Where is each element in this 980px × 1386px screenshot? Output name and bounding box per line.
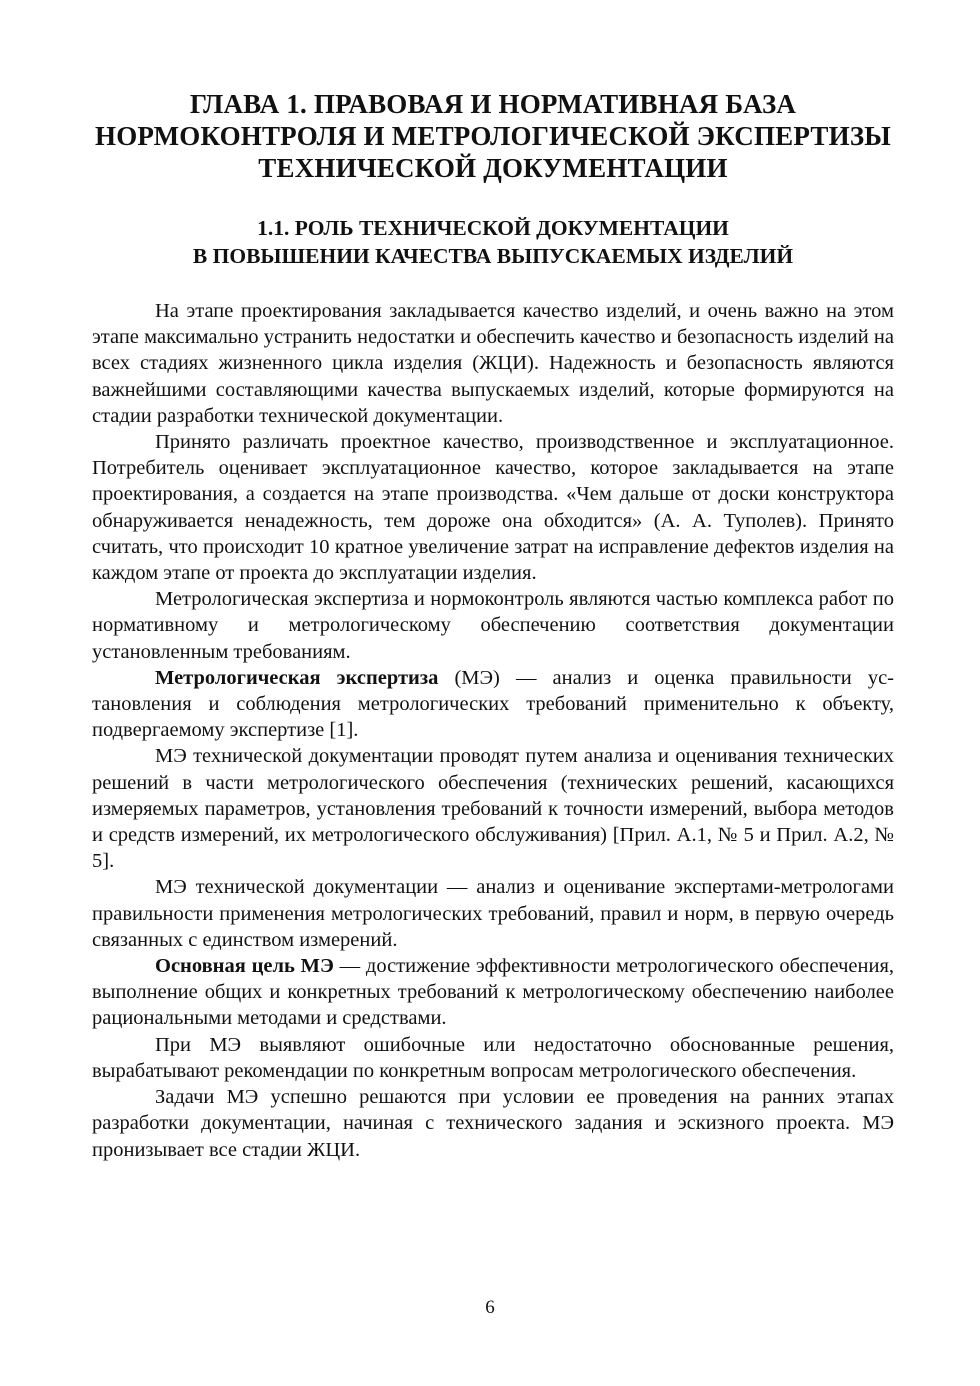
- paragraph-5: [92, 743, 894, 874]
- paragraph-text: МЭ технической документации — анализ и оценивание экспертами-метрологами правильности применения метрологических требований, правил и норм, в первую очередь связанных с единством измерений.: [92, 876, 894, 951]
- paragraph-6: [92, 874, 894, 953]
- chapter-title-line-1: ГЛАВА 1. ПРАВОВАЯ И НОРМАТИВНАЯ БАЗА: [189, 89, 797, 119]
- paragraph-text: (МЭ) — анализ и оценка правильности установления и соблюдения метрологических требований применительно к объекту, подвергаемому экспертизе [1].: [92, 666, 894, 742]
- paragraph-2: [92, 429, 894, 586]
- paragraph-text: Принято различать проектное качество, производственное и эксплуатационное. Потребитель оценивает эксплуатационное качество, которое закладывается на этапе проектирования, а создается на этапе производства. «Чем дальше от доски конструктора обнаруживается ненадежность, тем дороже она обходится» (А. А. Туполев). Принято считать, что происходит 10 кратное увеличение затрат на исправление дефектов изделия на каждом этапе от проекта до эксплуатации изделия.: [92, 431, 894, 585]
- paragraph-4: [92, 665, 894, 744]
- paragraph-8: [92, 1032, 894, 1084]
- paragraph-text: Задачи МЭ успешно решаются при условии ее проведения на ранних этапах разработки документации, начиная с технического задания и эскизного проекта. МЭ пронизывает все стадии ЖЦИ.: [92, 1086, 894, 1161]
- chapter-title-line-3: ТЕХНИЧЕСКОЙ ДОКУМЕНТАЦИИ: [258, 153, 728, 183]
- paragraph-text: На этапе проектирования закладывается качество изделий, и очень важно на этом этапе максимально устранить недостатки и обеспечить качество и безопасность изделий на всех стадиях жизненного цикла изделия (ЖЦИ). Надежность и безопасность являются важнейшими составляющими качества выпускаемых изделий, которые формируются на стадии разработки технической документации.: [92, 300, 894, 427]
- paragraph-3: [92, 586, 894, 665]
- page-number: 6: [485, 1297, 495, 1318]
- section-title-line-1: 1.1. РОЛЬ ТЕХНИЧЕСКОЙ ДОКУМЕНТАЦИИ: [257, 216, 729, 240]
- section-title-line-2: В ПОВЫШЕНИИ КАЧЕСТВА ВЫПУСКАЕМЫХ ИЗДЕЛИЙ: [192, 244, 794, 268]
- chapter-title: [92, 88, 894, 184]
- term-metrological-expertise: Метрологическая экспертиза: [155, 666, 439, 689]
- section-title: [92, 214, 894, 270]
- paragraph-text: МЭ технической документации проводят путем анализа и оценивания технических решений в части метрологического обеспечения (технических решений, касающихся измеряемых параметров, установления требований к точности измерений, выбора методов и средств измерений, их метрологического обслуживания) [Прил. А.1, № 5 и Прил. А.2, № 5].: [92, 745, 894, 873]
- paragraph-text: При МЭ выявляют ошибочные или недостаточно обоснованные решения, вырабатывают рекомендации по конкретным вопросам метрологического обеспечения.: [92, 1033, 894, 1082]
- body-text: [92, 298, 894, 1163]
- paragraph-9: [92, 1084, 894, 1163]
- term-main-goal: Основная цель МЭ: [155, 955, 334, 978]
- paragraph-7: [92, 953, 894, 1032]
- paragraph-1: [92, 298, 894, 429]
- chapter-title-line-2: НОРМОКОНТРОЛЯ И МЕТРОЛОГИЧЕСКОЙ ЭКСПЕРТИЗЫ: [95, 121, 891, 151]
- page-content: [92, 88, 894, 1163]
- paragraph-text: — достижение эффективности метрологического обеспечения, выполнение общих и конкретных требований к метрологическому обеспечению наиболее рациональными методами и средствами.: [92, 955, 894, 1030]
- paragraph-text: Метрологическая экспертиза и нормоконтроль являются частью комплекса работ по нормативному и метрологическому обеспечению соответствия документации установленным требованиям.: [92, 588, 894, 663]
